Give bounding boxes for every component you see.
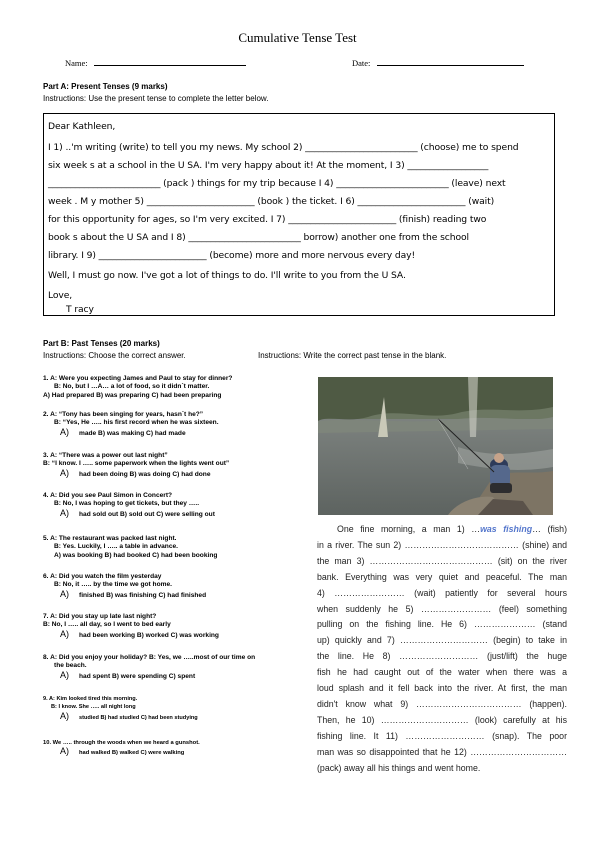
fishing-photo <box>318 377 553 515</box>
story-fragment: One fine morning, a man 1) … <box>337 524 481 534</box>
option-letter: A) <box>60 628 69 639</box>
part-b-instructions-right: Instructions: Write the correct past tense in the blank. <box>258 351 447 360</box>
story-line: fishing line. It 11) ……………………… (snap). The poor <box>317 730 567 741</box>
answer-options[interactable] <box>43 509 215 519</box>
story-line: when suddenly he 5) …………………… (feel) something <box>317 603 567 614</box>
letter-line: for this opportunity for ages, so I'm very excited. I 7) ________________________ (finish) reading two <box>48 214 487 225</box>
option-letter: A) <box>60 669 69 680</box>
question-text: B: No, but I …A… a lot of food, so it didn´t matter. <box>54 383 210 391</box>
question-text: 1. A: Were you expecting James and Paul to stay for dinner? <box>43 375 233 382</box>
question-text: B: Yes. Luckily, I ….. a table in advance. <box>54 543 178 551</box>
story-line: bank. Everything was very quiet and peaceful. The man <box>317 571 567 582</box>
question-8 <box>43 654 255 681</box>
question-text: 4. A: Did you see Paul Simon in Concert? <box>43 492 173 499</box>
date-field <box>352 58 524 68</box>
option-letter: A) <box>60 426 69 437</box>
question-9 <box>43 695 198 722</box>
option-text: had sold out B) sold out C) were selling out <box>79 510 215 518</box>
question-text: B: No, I was hoping to get tickets, but they ….. <box>54 500 200 508</box>
question-3 <box>43 452 229 479</box>
question-10 <box>43 739 200 758</box>
option-letter: A) <box>60 746 69 757</box>
answer-options[interactable] <box>43 747 200 757</box>
story-fragment: … (fish) <box>532 524 568 534</box>
question-6 <box>43 573 206 600</box>
answer-options[interactable]: A) was booking B) had booked C) had been booking <box>54 551 218 559</box>
story-line: pulling on the fishing line. He 6) ………………… (stand <box>317 619 567 630</box>
part-b-title: Part B: Past Tenses (20 marks) <box>43 339 160 348</box>
part-b-instructions-left: Instructions: Choose the correct answer. <box>43 351 186 360</box>
option-letter: A) <box>60 588 69 599</box>
story-line: the man 3) …………………………………… (sit) on the river <box>317 555 567 566</box>
story-line <box>317 522 567 538</box>
question-4 <box>43 492 215 519</box>
letter-line: book s about the U SA and I 8) _________________________ borrow) another one from the school <box>48 232 469 243</box>
option-text: had walked B) walked C) were walking <box>79 750 185 757</box>
question-text: 8. A: Did you enjoy your holiday? B: Yes, we …..most of our time on <box>43 654 256 661</box>
story-text <box>317 522 567 777</box>
part-a-title: Part A: Present Tenses (9 marks) <box>43 82 168 91</box>
question-7 <box>43 613 219 640</box>
answer-options[interactable] <box>43 712 198 722</box>
story-line: the line. He 8) ……………………… (just/lift) the huge <box>317 651 567 662</box>
part-a-instructions: Instructions: Use the present tense to complete the letter below. <box>43 94 269 103</box>
story-line: in a river. The sun 2) ………………………………… (shine) and <box>317 539 567 550</box>
option-text: had been doing B) was doing C) had done <box>79 470 211 478</box>
story-line: (pack) away all his things and went home. <box>317 762 481 773</box>
story-line: 4) …………………… (wait) patiently for several hours <box>317 587 567 598</box>
letter-line: Dear Kathleen, <box>48 121 116 132</box>
option-letter: A) <box>60 710 69 721</box>
question-1 <box>43 375 232 400</box>
question-text: B: “I know. I ….. some paperwork when the lights went out” <box>43 460 230 468</box>
letter-signature: T racy <box>66 304 94 315</box>
letter-line: six week s at a school in the U SA. I'm very happy about it! At the moment, I 3) __________________ <box>48 160 489 171</box>
story-line: loud splash and it fell back into the river. At first, the man <box>317 683 567 694</box>
option-text: finished B) was finishing C) had finished <box>79 591 207 599</box>
question-text: 2. A: “Tony has been singing for years, hasn´t he?” <box>43 411 204 418</box>
story-line: didn't know what 9) ……………………………… (happen). <box>317 698 567 709</box>
story-line: fish he had caught out of the water when there was a <box>317 667 567 678</box>
option-text: made B) was making C) had made <box>79 429 186 437</box>
answer-options[interactable]: A) Had prepared B) was preparing C) had been preparing <box>43 391 222 399</box>
story-line: up) quickly and 7) ………………………… (begin) to take in <box>317 635 567 646</box>
name-blank[interactable] <box>94 58 246 66</box>
letter-line: I 1) ..'m writing (write) to tell you my news. My school 2) _________________________ (choose) me to spend <box>48 142 519 153</box>
letter-line: library. I 9) ________________________ (become) more and more nervous every day! <box>48 250 416 261</box>
question-5 <box>43 535 217 560</box>
answer-options[interactable] <box>43 630 219 640</box>
question-text: B: I know. She ….. all night long <box>51 704 136 711</box>
option-letter: A) <box>60 467 69 478</box>
story-line: Then, he 10) ………………………… (look) carefully at his <box>317 714 567 725</box>
question-text: 9. A: Kim looked tired this morning. <box>43 696 138 702</box>
answer-options[interactable] <box>43 428 219 438</box>
question-text: B: No, it ….. by the time we got home. <box>54 581 172 589</box>
answer-options[interactable] <box>43 469 229 479</box>
page-title: Cumulative Tense Test <box>238 30 357 45</box>
option-text: had been working B) worked C) was working <box>79 631 219 639</box>
question-text: 3. A: “There was a power out last night” <box>43 452 168 459</box>
name-field <box>65 58 246 68</box>
question-text: the beach. <box>54 662 87 670</box>
option-text: had spent B) were spending C) spent <box>79 672 196 680</box>
letter-line: Well, I must go now. I've got a lot of things to do. I'll write to you from the U SA. <box>48 270 406 281</box>
story-line: man was so disappointed that he 12) …………………………… <box>317 746 567 757</box>
question-2 <box>43 411 219 438</box>
example-answer: was fishing <box>480 524 533 534</box>
question-text: B: No, I ….. all day, so I went to bed early <box>43 621 171 629</box>
date-label: Date: <box>352 58 371 68</box>
question-text: 10. We ….. through the woods when we heard a gunshot. <box>43 740 200 746</box>
question-text: B: “Yes, He ….. his first record when he was sixteen. <box>54 419 219 427</box>
date-blank[interactable] <box>377 58 524 66</box>
letter-line: Love, <box>48 290 73 301</box>
option-text: studied B) had studied C) had been studying <box>79 714 198 721</box>
answer-options[interactable] <box>43 590 206 600</box>
letter-line: _________________________ (pack ) things for my trip because I 4) _________________________ (leave) next <box>48 178 506 189</box>
question-text: 7. A: Did you stay up late last night? <box>43 613 157 620</box>
question-text: 6. A: Did you watch the film yesterday <box>43 573 162 580</box>
question-text: 5. A: The restaurant was packed last night. <box>43 535 177 542</box>
letter-line: week . M y mother 5) ________________________ (book ) the ticket. I 6) ________________________ (wait) <box>48 196 495 207</box>
answer-options[interactable] <box>43 671 255 681</box>
option-letter: A) <box>60 507 69 518</box>
name-label: Name: <box>65 58 88 68</box>
